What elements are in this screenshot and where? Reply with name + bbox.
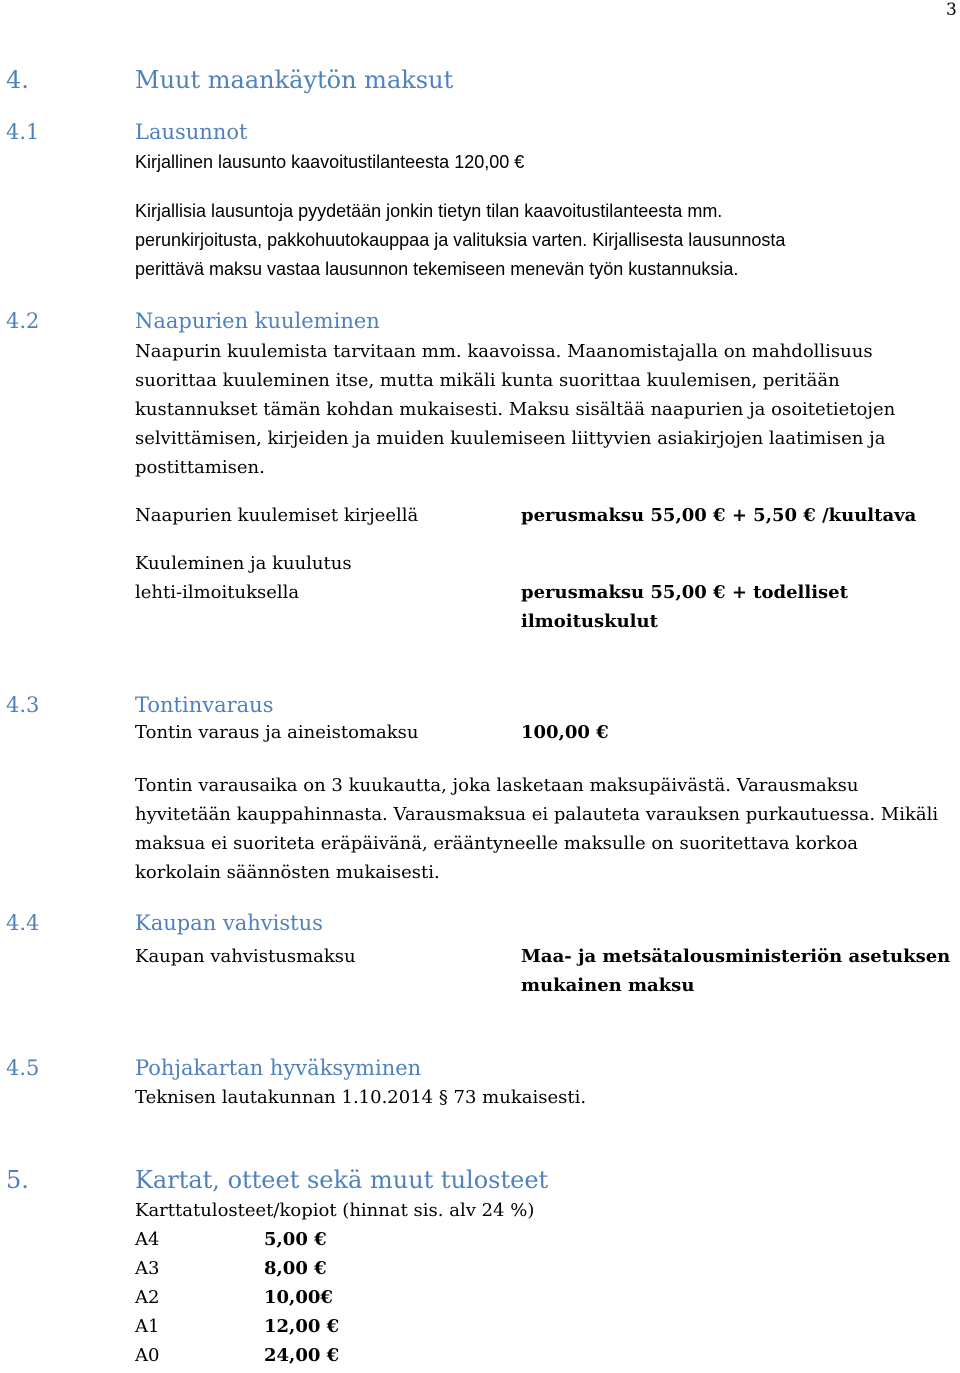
statement-paragraph — [135, 197, 785, 284]
section-4-number: 4. — [6, 66, 29, 94]
section-4-5-number: 4.5 — [6, 1056, 40, 1080]
price-value: 12,00 € — [264, 1316, 340, 1337]
paragraph-line: perunkirjoitusta, pakkohuutokauppaa ja valituksia varten. Kirjallisesta lausunnosta — [135, 230, 786, 250]
section-4-1-title: Lausunnot — [135, 120, 248, 144]
section-4-2-title: Naapurien kuuleminen — [135, 309, 380, 333]
section-4-3-title: Tontinvaraus — [135, 693, 274, 717]
price-size: A2 — [135, 1287, 160, 1308]
price-value: 10,00€ — [264, 1287, 333, 1308]
section-4-title: Muut maankäytön maksut — [135, 66, 454, 94]
paragraph-line: maksua ei suoriteta eräpäivänä, erääntyneelle maksulle on suoritettava korkoa — [135, 833, 859, 854]
price-value: 5,00 € — [264, 1229, 327, 1250]
announcement-fee-line-1: perusmaksu 55,00 € + todelliset — [521, 582, 848, 603]
price-value: 8,00 € — [264, 1258, 327, 1279]
price-value: 24,00 € — [264, 1345, 340, 1366]
price-size: A3 — [135, 1258, 160, 1279]
plot-reservation-fee: 100,00 € — [521, 722, 609, 743]
paragraph-line: Kirjallisia lausuntoja pyydetään jonkin tietyn tilan kaavoitustilanteesta mm. — [135, 201, 723, 221]
paragraph-line: Naapurin kuulemista tarvitaan mm. kaavoissa. Maanomistajalla on mahdollisuus — [135, 341, 873, 362]
sale-confirmation-label: Kaupan vahvistusmaksu — [135, 946, 356, 967]
announcement-label-line-1: Kuuleminen ja kuulutus — [135, 553, 352, 574]
paragraph-line: suorittaa kuuleminen itse, mutta mikäli kunta suorittaa kuulemisen, peritään — [135, 370, 840, 391]
sale-confirmation-fee-line-2: mukainen maksu — [521, 975, 695, 996]
price-size: A0 — [135, 1345, 160, 1366]
paragraph-line: korkolain säännösten mukaisesti. — [135, 862, 440, 883]
paragraph-line: perittävä maksu vastaa lausunnon tekemiseen menevän työn kustannuksia. — [135, 259, 739, 279]
section-4-2-number: 4.2 — [6, 309, 40, 333]
section-4-4-number: 4.4 — [6, 911, 40, 935]
paragraph-line: selvittämisen, kirjeiden ja muiden kuulemiseen liittyvien asiakirjojen laatimisen ja — [135, 428, 886, 449]
price-size: A4 — [135, 1229, 160, 1250]
statement-fee-line: Kirjallinen lausunto kaavoitustilanteesta 120,00 € — [135, 152, 525, 172]
section-5-number: 5. — [6, 1166, 29, 1194]
plot-reservation-label: Tontin varaus ja aineistomaksu — [135, 722, 419, 743]
letter-hearing-fee: perusmaksu 55,00 € + 5,50 € /kuultava — [521, 505, 917, 526]
paragraph-line: hyvitetään kauppahinnasta. Varausmaksua ei palauteta varauksen purkautuessa. Mikäli — [135, 804, 939, 825]
paragraph-line: kustannukset tämän kohdan mukaisesti. Maksu sisältää naapurien ja osoitetietojen — [135, 399, 896, 420]
paragraph-line: postittamisen. — [135, 457, 265, 478]
announcement-fee-line-2: ilmoituskulut — [521, 611, 658, 632]
section-5-title: Kartat, otteet sekä muut tulosteet — [135, 1166, 549, 1194]
hearing-paragraph — [135, 337, 895, 482]
reservation-paragraph — [135, 771, 938, 887]
letter-hearing-label: Naapurien kuulemiset kirjeellä — [135, 505, 419, 526]
sale-confirmation-fee-line-1: Maa- ja metsätalousministeriön asetuksen — [521, 946, 951, 967]
section-4-4-title: Kaupan vahvistus — [135, 911, 323, 935]
section-4-1-number: 4.1 — [6, 120, 40, 144]
print-prices-intro: Karttatulosteet/kopiot (hinnat sis. alv 24 %) — [135, 1200, 535, 1221]
price-size: A1 — [135, 1316, 160, 1337]
base-map-approval-text: Teknisen lautakunnan 1.10.2014 § 73 mukaisesti. — [135, 1087, 587, 1108]
announcement-label-line-2: lehti-ilmoituksella — [135, 582, 300, 603]
paragraph-line: Tontin varausaika on 3 kuukautta, joka lasketaan maksupäivästä. Varausmaksu — [135, 775, 859, 796]
section-4-5-title: Pohjakartan hyväksyminen — [135, 1056, 422, 1080]
section-4-3-number: 4.3 — [6, 693, 40, 717]
page-number: 3 — [946, 0, 957, 20]
